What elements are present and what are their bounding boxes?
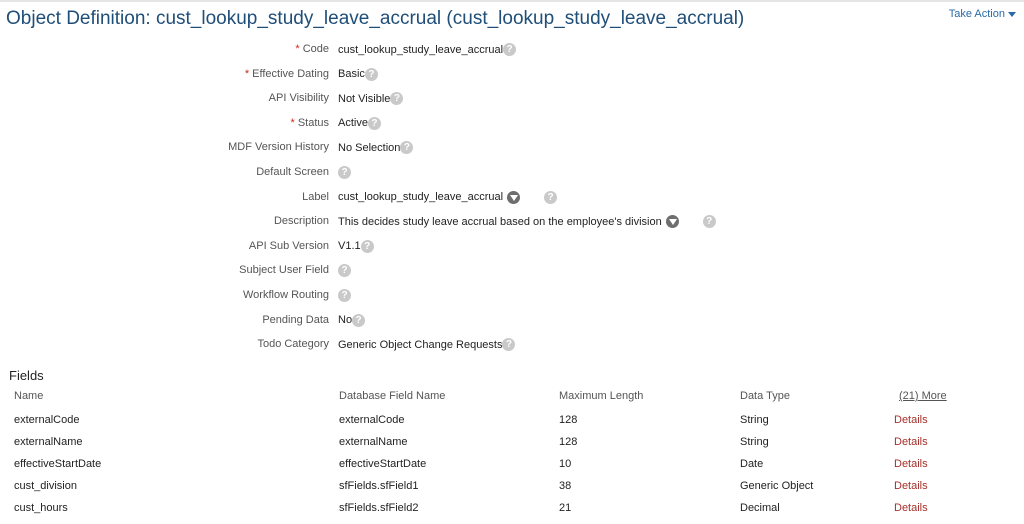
property-label: [291, 117, 329, 129]
property-value-text: Generic Object Change Requests: [338, 338, 503, 351]
take-action-label: Take Action: [948, 8, 1005, 20]
help-icon[interactable]: ?: [703, 215, 716, 228]
data-type-cell: Decimal: [740, 502, 780, 514]
property-row: [0, 65, 1024, 85]
property-label-text: Effective Dating: [252, 67, 329, 80]
maximum-length-cell: 128: [559, 414, 578, 426]
property-label-text: Subject User Field: [239, 264, 329, 277]
top-border: [0, 0, 1024, 2]
details-link[interactable]: Details: [894, 480, 928, 492]
table-row: [0, 502, 1024, 524]
database-field-name-cell: sfFields.sfField1: [339, 480, 419, 492]
data-type-cell: Date: [740, 458, 764, 470]
property-label-text: Label: [302, 190, 329, 203]
details-link[interactable]: Details: [894, 414, 928, 426]
property-value: [338, 43, 516, 56]
help-icon[interactable]: ?: [368, 117, 381, 130]
database-field-name-cell: effectiveStartDate: [339, 458, 427, 470]
property-label-text: Workflow Routing: [243, 289, 329, 301]
property-value: [338, 215, 716, 228]
help-icon[interactable]: ?: [544, 191, 557, 204]
property-label-text: Pending Data: [262, 313, 329, 326]
fields-table-header: [0, 390, 1024, 408]
field-name-cell: cust_hours: [14, 502, 68, 514]
column-header-name: Name: [14, 390, 44, 402]
property-row: [0, 311, 1024, 331]
property-row: [0, 261, 1024, 281]
property-label: [239, 264, 329, 276]
property-label: [274, 215, 329, 227]
property-label: [243, 289, 329, 301]
table-row: [0, 414, 1024, 436]
required-marker: *: [244, 67, 250, 80]
help-icon[interactable]: ?: [361, 240, 374, 253]
fields-heading: Fields: [9, 368, 44, 383]
property-label: [302, 191, 329, 203]
property-label-text: Todo Category: [257, 338, 329, 351]
maximum-length-cell: 128: [559, 436, 578, 448]
property-label: [295, 43, 329, 55]
translate-icon[interactable]: [507, 191, 520, 204]
help-icon[interactable]: ?: [502, 338, 515, 351]
chevron-down-icon: [1008, 12, 1016, 17]
translate-icon[interactable]: [666, 215, 679, 228]
maximum-length-cell: 38: [559, 480, 572, 492]
property-value: [338, 264, 351, 277]
property-label: [249, 240, 329, 252]
property-label: [245, 68, 329, 80]
field-name-cell: externalName: [14, 436, 83, 448]
details-link[interactable]: Details: [894, 502, 928, 514]
table-row: [0, 458, 1024, 480]
property-label: [269, 92, 329, 104]
field-name-cell: externalCode: [14, 414, 80, 426]
table-row: [0, 480, 1024, 502]
property-label-text: API Visibility: [268, 92, 329, 105]
property-row: [0, 40, 1024, 60]
page-title: Object Definition: cust_lookup_study_leave_accrual (cust_lookup_study_leave_accrual): [6, 8, 745, 29]
property-row: [0, 163, 1024, 183]
property-label: [228, 141, 329, 153]
property-row: [0, 138, 1024, 158]
property-value-text: cust_lookup_study_leave_accrual: [338, 191, 504, 204]
required-marker: *: [290, 116, 295, 129]
field-name-cell: cust_division: [14, 480, 77, 492]
help-icon[interactable]: ?: [338, 264, 351, 277]
property-value-text: cust_lookup_study_leave_accrual: [338, 43, 504, 56]
details-link[interactable]: Details: [894, 458, 928, 470]
column-header-database-field-name: Database Field Name: [339, 390, 446, 402]
help-icon[interactable]: ?: [390, 92, 403, 105]
data-type-cell: String: [740, 414, 769, 426]
table-row: [0, 436, 1024, 458]
property-value: [338, 289, 351, 302]
property-value-text: No Selection: [338, 141, 401, 154]
help-icon[interactable]: ?: [352, 314, 365, 327]
property-row: [0, 114, 1024, 134]
required-marker: *: [295, 43, 300, 55]
property-value: [338, 117, 381, 130]
property-label-text: Description: [273, 215, 329, 228]
column-header-data-type: Data Type: [740, 390, 790, 402]
property-row: [0, 212, 1024, 232]
column-header-maximum-length: Maximum Length: [559, 390, 644, 402]
property-label: [256, 166, 329, 178]
property-value-text: This decides study leave accrual based on the employee's division: [338, 215, 662, 228]
property-label-text: Status: [297, 116, 329, 129]
details-link[interactable]: Details: [894, 436, 928, 448]
property-value: [338, 92, 403, 105]
data-type-cell: String: [740, 436, 769, 448]
property-row: [0, 89, 1024, 109]
help-icon[interactable]: ?: [503, 43, 516, 56]
property-value: [338, 240, 374, 253]
property-label: [262, 314, 329, 326]
maximum-length-cell: 21: [559, 502, 572, 514]
property-value-text: V1.1: [338, 240, 361, 253]
database-field-name-cell: sfFields.sfField2: [339, 502, 419, 514]
property-value-text: Basic: [338, 68, 365, 81]
property-label-text: Code: [302, 43, 329, 55]
property-row: [0, 286, 1024, 306]
data-type-cell: Generic Object: [740, 480, 814, 492]
property-value: [338, 68, 378, 81]
property-row: [0, 335, 1024, 355]
property-row: [0, 237, 1024, 257]
help-icon[interactable]: ?: [338, 166, 351, 179]
property-value: [338, 338, 515, 351]
help-icon[interactable]: ?: [400, 141, 413, 154]
property-label: [257, 338, 329, 350]
property-value: [338, 166, 351, 179]
property-label-text: API Sub Version: [248, 239, 329, 252]
property-value-text: Active: [338, 117, 368, 130]
property-value: [338, 141, 413, 154]
property-value-text: Not Visible: [338, 92, 391, 105]
help-icon[interactable]: ?: [338, 289, 351, 302]
property-value-text: No: [338, 314, 353, 327]
maximum-length-cell: 10: [559, 458, 572, 470]
property-value: [338, 314, 365, 327]
property-label-text: Default Screen: [256, 166, 329, 178]
more-fields-link[interactable]: (21) More: [899, 390, 947, 402]
take-action-menu[interactable]: [949, 8, 1016, 20]
help-icon[interactable]: ?: [365, 68, 378, 81]
property-row: [0, 188, 1024, 208]
database-field-name-cell: externalName: [339, 436, 408, 448]
property-label-text: MDF Version History: [228, 141, 329, 154]
field-name-cell: effectiveStartDate: [14, 458, 102, 470]
database-field-name-cell: externalCode: [339, 414, 405, 426]
property-value: [338, 191, 557, 204]
